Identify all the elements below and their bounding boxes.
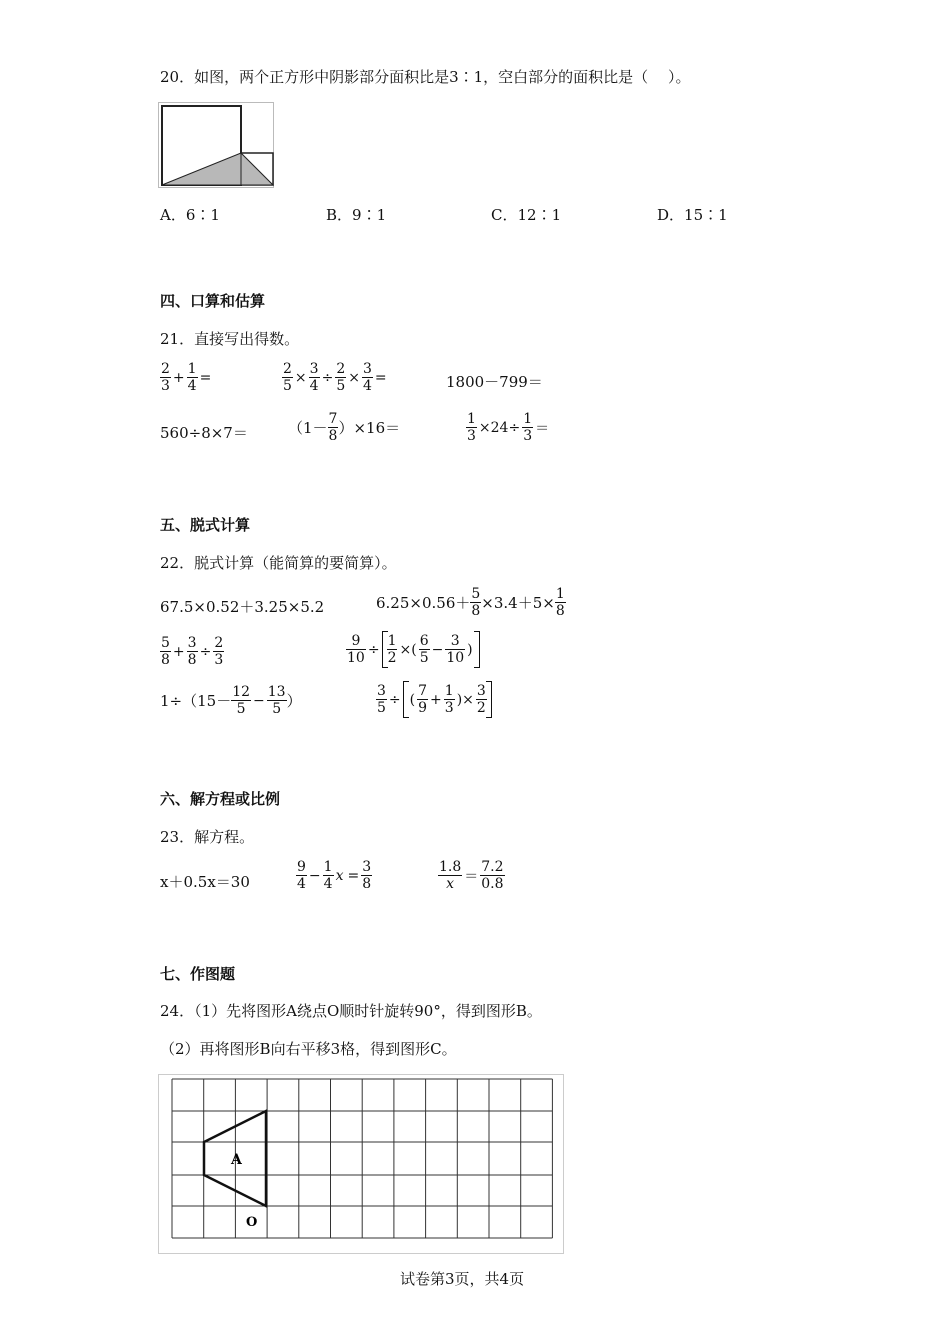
q20-option-d[interactable]: D．15∶1	[657, 206, 728, 224]
q22-expr-4: $\frac{9}{10}$ ÷ $\frac{1}{2}$ ×( $\frac{6}{5}$ − $\frac{3}{10}$ )	[346, 631, 480, 668]
q22-expr-3: $\frac{5}{8}$ + $\frac{3}{8}$ ÷ $\frac{2}{3}$	[161, 635, 224, 669]
shape-a-label: A	[231, 1152, 242, 1168]
q24-line-1: 24．（1）先将图形A绕点O顺时针旋转90°，得到图形B。	[160, 1002, 542, 1020]
q22-expr-1: 67.5×0.52＋3.25×5.2	[160, 598, 325, 616]
q21-expr-3: 1800－799＝	[446, 373, 543, 391]
q21-text: 21．直接写出得数。	[160, 330, 300, 348]
q23-text: 23．解方程。	[160, 828, 255, 846]
q23-eq-1: x＋0.5x＝30	[160, 873, 250, 891]
q21-expr-4: 560÷8×7＝	[160, 424, 248, 442]
section-7-title: 七、作图题	[160, 965, 236, 983]
q20-option-c[interactable]: C．12∶1	[491, 206, 562, 224]
q21-expr-2: $\frac{2}{5}$ × $\frac{3}{4}$ ÷ $\frac{2}{5}$ × $\frac{3}{4}$ =	[283, 361, 387, 395]
q21-expr-1: $\frac{2}{3}$ + $\frac{1}{4}$ =	[161, 361, 212, 395]
section-6-title: 六、解方程或比例	[160, 790, 281, 808]
q21-expr-5: （1－ $\frac{7}{8}$ ）×16＝	[288, 411, 401, 445]
point-o-label: O	[246, 1215, 258, 1230]
q20-squares-figure	[158, 102, 274, 188]
grid-lines	[172, 1079, 552, 1238]
q20-text: 20．如图，两个正方形中阴影部分面积比是3∶1，空白部分的面积比是（ ）。	[160, 68, 691, 86]
page-footer: 试卷第3页，共4页	[400, 1270, 525, 1288]
q20-option-a[interactable]: A．6∶1	[160, 206, 220, 224]
q22-text: 22．脱式计算（能简算的要简算）。	[160, 554, 397, 572]
q23-eq-2: $\frac{9}{4}$ − $\frac{1}{4}$ x = $\frac{3}{8}$	[297, 859, 372, 893]
q21-expr-6: $\frac{1}{3}$ ×24÷ $\frac{1}{3}$ ＝	[467, 411, 550, 445]
q22-expr-5: 1÷（15－ $\frac{12}{5}$ − $\frac{13}{5}$ ）	[160, 684, 302, 718]
q24-line-2: （2）再将图形B向右平移3格，得到图形C。	[160, 1040, 457, 1058]
section-5-title: 五、脱式计算	[160, 516, 251, 534]
q20-option-b[interactable]: B．9∶1	[326, 206, 387, 224]
section-4-title: 四、口算和估算	[160, 292, 266, 310]
q23-eq-3: $\frac{1.8}{x}$ ＝ $\frac{7.2}{0.8}$	[439, 859, 504, 893]
q24-grid-figure	[158, 1074, 564, 1254]
q22-expr-2: 6.25×0.56＋ $\frac{5}{8}$ ×3.4＋5× $\frac{1}{8}$	[376, 586, 565, 620]
q22-expr-6: $\frac{3}{5}$ ÷ ( $\frac{7}{9}$ + $\frac{1}{3}$ )× $\frac{3}{2}$	[376, 681, 492, 718]
